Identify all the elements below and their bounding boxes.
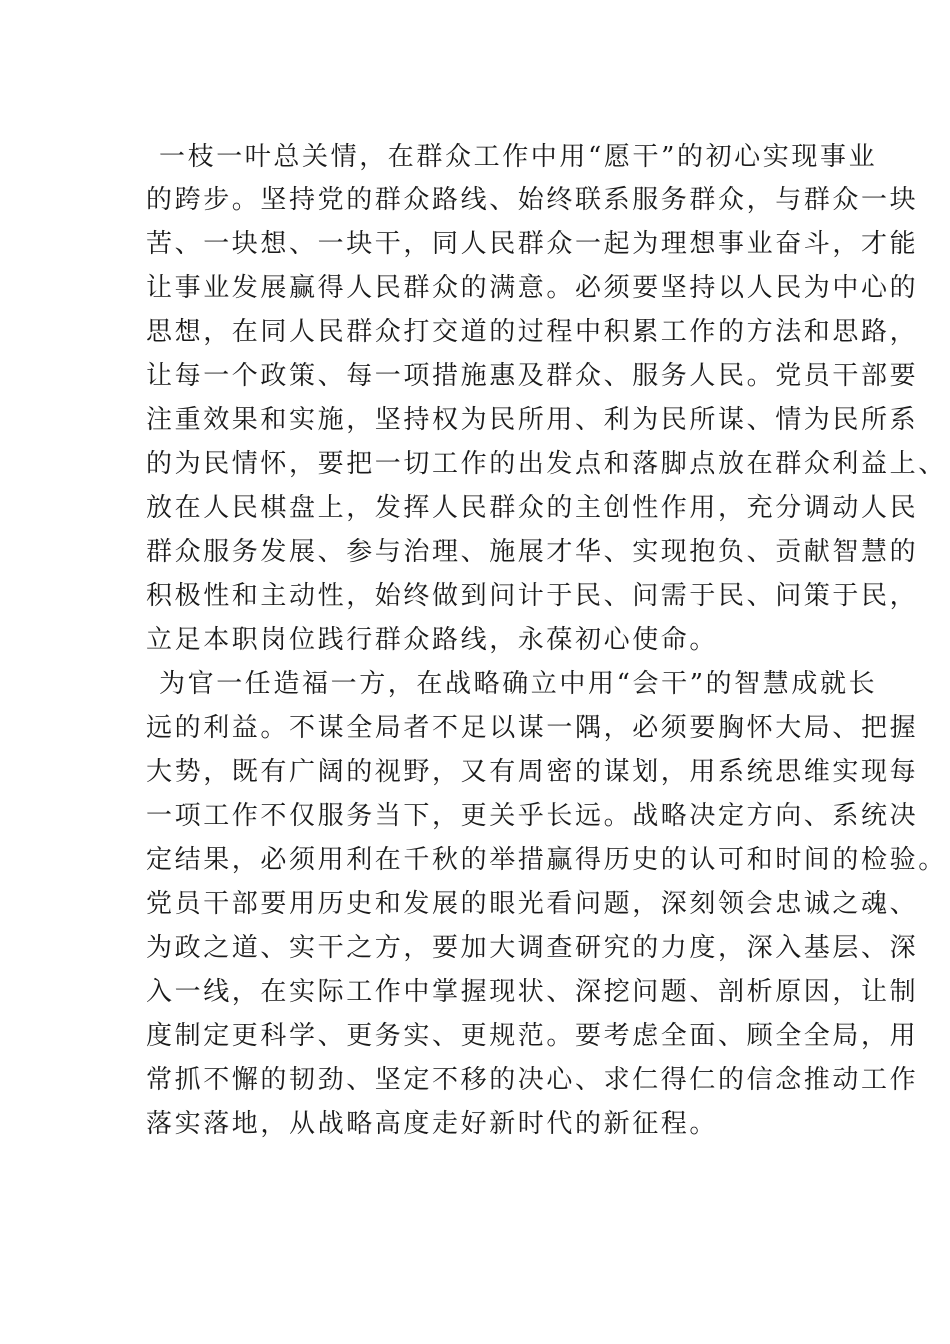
text-line: 群众服务发展、参与治理、施展才华、实现抱负、贡献智慧的 [146,537,919,567]
text-line: 让事业发展赢得人民群众的满意。必须要坚持以人民为中心的 [146,273,919,303]
text-line: 让每一个政策、每一项措施惠及群众、服务人民。党员干部要 [146,361,919,391]
text-line: 立足本职岗位践行群众路线，永葆初心使命。 [146,625,719,655]
text-line: 定结果，必须用利在千秋的举措赢得历史的认可和时间的检验。 [146,845,947,875]
text-line: 积极性和主动性，始终做到问计于民、问需于民、问策于民， [146,581,919,611]
text-line: 度制定更科学、更务实、更规范。要考虑全面、顾全全局，用 [146,1021,919,1051]
text-line: 党员干部要用历史和发展的眼光看问题，深刻领会忠诚之魂、 [146,889,919,919]
text-line: 入一线，在实际工作中掌握现状、深挖问题、剖析原因，让制 [146,977,919,1007]
text-line: 远的利益。不谋全局者不足以谋一隅，必须要胸怀大局、把握 [146,713,919,743]
text-line: 放在人民棋盘上，发挥人民群众的主创性作用，充分调动人民 [146,493,919,523]
text-line: 的跨步。坚持党的群众路线、始终联系服务群众，与群众一块 [146,185,919,215]
text-line: 为官一任造福一方，在战略确立中用“会干”的智慧成就长 [159,669,878,699]
text-line: 注重效果和实施，坚持权为民所用、利为民所谋、情为民所系 [146,405,919,435]
text-line: 一项工作不仅服务当下，更关乎长远。战略决定方向、系统决 [146,801,919,831]
text-line: 大势，既有广阔的视野，又有周密的谋划，用系统思维实现每 [146,757,919,787]
text-line: 常抓不懈的韧劲、坚定不移的决心、求仁得仁的信念推动工作 [146,1065,919,1095]
text-line: 思想，在同人民群众打交道的过程中积累工作的方法和思路， [146,317,919,347]
text-line: 苦、一块想、一块干，同人民群众一起为理想事业奋斗，才能 [146,229,919,259]
text-line: 为政之道、实干之方，要加大调查研究的力度，深入基层、深 [146,933,919,963]
text-line: 落实落地，从战略高度走好新时代的新征程。 [146,1109,719,1139]
text-line: 的为民情怀，要把一切工作的出发点和落脚点放在群众利益上、 [146,449,947,479]
text-line: 一枝一叶总关情，在群众工作中用“愿干”的初心实现事业 [159,142,878,172]
